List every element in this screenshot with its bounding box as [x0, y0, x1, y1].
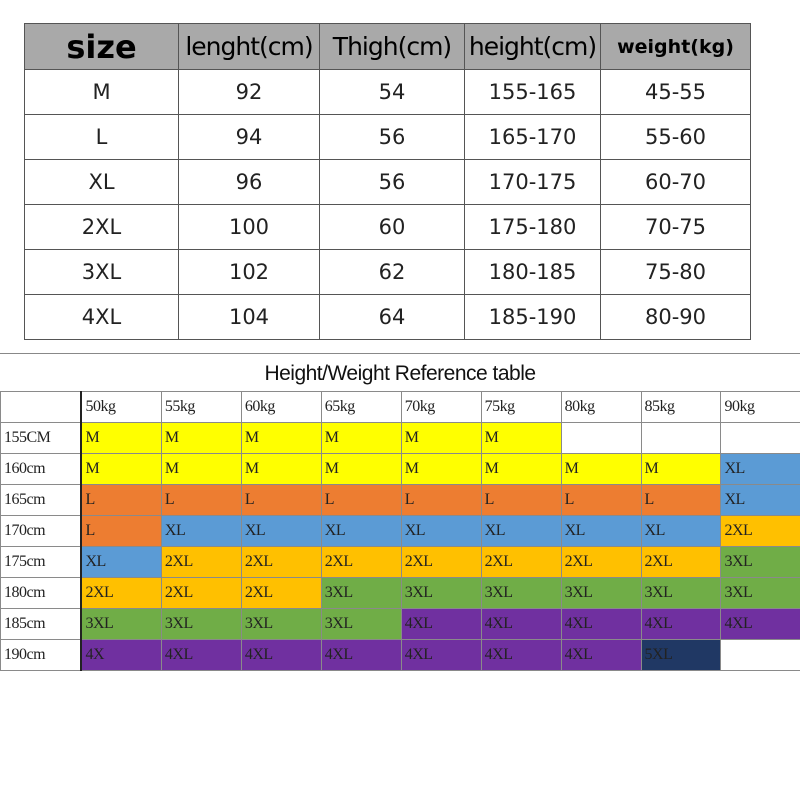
size-cell: 3XL: [401, 578, 481, 609]
table-row: [25, 250, 751, 295]
height-label: 155CM: [1, 423, 82, 454]
reference-table-title: Height/Weight Reference table: [264, 362, 536, 385]
size-cell: XL: [161, 516, 241, 547]
size-cell: 3XL: [241, 609, 321, 640]
cell-thigh: 56: [320, 115, 465, 160]
size-cell: 2XL: [241, 578, 321, 609]
cell-thigh: 60: [320, 205, 465, 250]
cell-height: 170-175: [465, 160, 601, 205]
size-cell: XL: [721, 454, 800, 485]
header-weight: weight(kg): [601, 24, 751, 70]
size-cell: M: [241, 423, 321, 454]
size-cell: XL: [481, 516, 561, 547]
size-cell: 2XL: [241, 547, 321, 578]
size-cell: 3XL: [721, 547, 800, 578]
weight-header: 65kg: [321, 392, 401, 423]
weight-header: 90kg: [721, 392, 800, 423]
size-cell: 3XL: [81, 609, 161, 640]
cell-length: 94: [179, 115, 320, 160]
weight-header: 50kg: [81, 392, 161, 423]
corner-cell: [1, 392, 82, 423]
table-row: [1, 547, 800, 578]
size-cell: XL: [641, 516, 721, 547]
height-label: 175cm: [1, 547, 82, 578]
size-cell: 3XL: [561, 578, 641, 609]
size-cell: M: [641, 454, 721, 485]
size-cell: 3XL: [481, 578, 561, 609]
size-cell: 3XL: [321, 609, 401, 640]
cell-weight: 80-90: [601, 295, 751, 340]
size-cell: 4XL: [561, 640, 641, 671]
cell-thigh: 64: [320, 295, 465, 340]
height-label: 190cm: [1, 640, 82, 671]
size-cell: 4XL: [241, 640, 321, 671]
size-cell: 4XL: [561, 609, 641, 640]
reference-table-section: [0, 353, 800, 684]
size-cell: 2XL: [161, 547, 241, 578]
cell-weight: 55-60: [601, 115, 751, 160]
header-thigh: Thigh(cm): [320, 24, 465, 70]
cell-size: M: [25, 70, 179, 115]
header-length: lenght(cm): [179, 24, 320, 70]
weight-header-row: [1, 392, 800, 423]
cell-weight: 45-55: [601, 70, 751, 115]
size-cell: M: [401, 454, 481, 485]
cell-size: 4XL: [25, 295, 179, 340]
table-row: [1, 640, 800, 671]
table-row: [1, 423, 800, 454]
size-cell: XL: [241, 516, 321, 547]
size-cell: 2XL: [641, 547, 721, 578]
height-label: 185cm: [1, 609, 82, 640]
cell-size: L: [25, 115, 179, 160]
weight-header: 55kg: [161, 392, 241, 423]
size-cell: L: [321, 485, 401, 516]
cell-weight: 75-80: [601, 250, 751, 295]
size-cell: XL: [561, 516, 641, 547]
header-height: height(cm): [465, 24, 601, 70]
cell-size: XL: [25, 160, 179, 205]
size-chart-header-row: [25, 24, 751, 70]
size-cell: 2XL: [161, 578, 241, 609]
cell-thigh: 62: [320, 250, 465, 295]
size-cell: L: [81, 516, 161, 547]
size-cell: 2XL: [481, 547, 561, 578]
cell-length: 104: [179, 295, 320, 340]
weight-header: 85kg: [641, 392, 721, 423]
size-cell: 4XL: [721, 609, 800, 640]
cell-length: 92: [179, 70, 320, 115]
size-cell: 4X: [81, 640, 161, 671]
size-cell: M: [321, 454, 401, 485]
table-row: [25, 205, 751, 250]
size-cell: M: [561, 454, 641, 485]
size-cell: M: [241, 454, 321, 485]
cell-thigh: 54: [320, 70, 465, 115]
table-row: [25, 160, 751, 205]
weight-header: 60kg: [241, 392, 321, 423]
table-row: [25, 115, 751, 160]
cell-length: 96: [179, 160, 320, 205]
table-row: [1, 485, 800, 516]
size-cell: M: [161, 454, 241, 485]
size-cell: 2XL: [721, 516, 800, 547]
height-label: 180cm: [1, 578, 82, 609]
size-cell: XL: [81, 547, 161, 578]
size-cell: 3XL: [161, 609, 241, 640]
size-cell: M: [481, 423, 561, 454]
size-cell: 2XL: [561, 547, 641, 578]
height-label: 170cm: [1, 516, 82, 547]
size-cell: L: [481, 485, 561, 516]
table-row: [1, 516, 800, 547]
cell-size: 3XL: [25, 250, 179, 295]
size-cell: 5XL: [641, 640, 721, 671]
size-cell: M: [161, 423, 241, 454]
cell-weight: 60-70: [601, 160, 751, 205]
cell-weight: 70-75: [601, 205, 751, 250]
cell-length: 100: [179, 205, 320, 250]
size-cell: 4XL: [481, 609, 561, 640]
size-cell: XL: [321, 516, 401, 547]
height-label: 165cm: [1, 485, 82, 516]
size-cell: M: [401, 423, 481, 454]
weight-header: 80kg: [561, 392, 641, 423]
size-cell: M: [81, 423, 161, 454]
cell-height: 175-180: [465, 205, 601, 250]
size-cell: [721, 640, 800, 671]
size-cell: 4XL: [161, 640, 241, 671]
reference-table: [0, 391, 800, 671]
cell-size: 2XL: [25, 205, 179, 250]
size-cell: 4XL: [401, 609, 481, 640]
cell-height: 185-190: [465, 295, 601, 340]
table-row: [25, 70, 751, 115]
size-cell: [641, 423, 721, 454]
weight-header: 70kg: [401, 392, 481, 423]
size-cell: 2XL: [81, 578, 161, 609]
size-chart-table: [24, 23, 751, 340]
table-row: [25, 295, 751, 340]
size-cell: L: [241, 485, 321, 516]
size-cell: XL: [721, 485, 800, 516]
height-label: 160cm: [1, 454, 82, 485]
cell-thigh: 56: [320, 160, 465, 205]
size-cell: L: [161, 485, 241, 516]
size-cell: 2XL: [401, 547, 481, 578]
cell-height: 165-170: [465, 115, 601, 160]
size-cell: L: [401, 485, 481, 516]
size-cell: 4XL: [321, 640, 401, 671]
cell-height: 155-165: [465, 70, 601, 115]
cell-length: 102: [179, 250, 320, 295]
size-cell: M: [81, 454, 161, 485]
size-cell: XL: [401, 516, 481, 547]
size-cell: 3XL: [721, 578, 800, 609]
size-cell: L: [561, 485, 641, 516]
cell-height: 180-185: [465, 250, 601, 295]
size-cell: L: [641, 485, 721, 516]
size-cell: 3XL: [641, 578, 721, 609]
size-cell: [721, 423, 800, 454]
table-row: [1, 609, 800, 640]
size-cell: M: [321, 423, 401, 454]
size-cell: 2XL: [321, 547, 401, 578]
header-size: size: [25, 24, 179, 70]
weight-header: 75kg: [481, 392, 561, 423]
table-row: [1, 454, 800, 485]
size-cell: 4XL: [401, 640, 481, 671]
size-cell: [561, 423, 641, 454]
size-cell: M: [481, 454, 561, 485]
size-cell: 4XL: [481, 640, 561, 671]
table-row: [1, 578, 800, 609]
size-cell: 3XL: [321, 578, 401, 609]
size-cell: 4XL: [641, 609, 721, 640]
size-cell: L: [81, 485, 161, 516]
